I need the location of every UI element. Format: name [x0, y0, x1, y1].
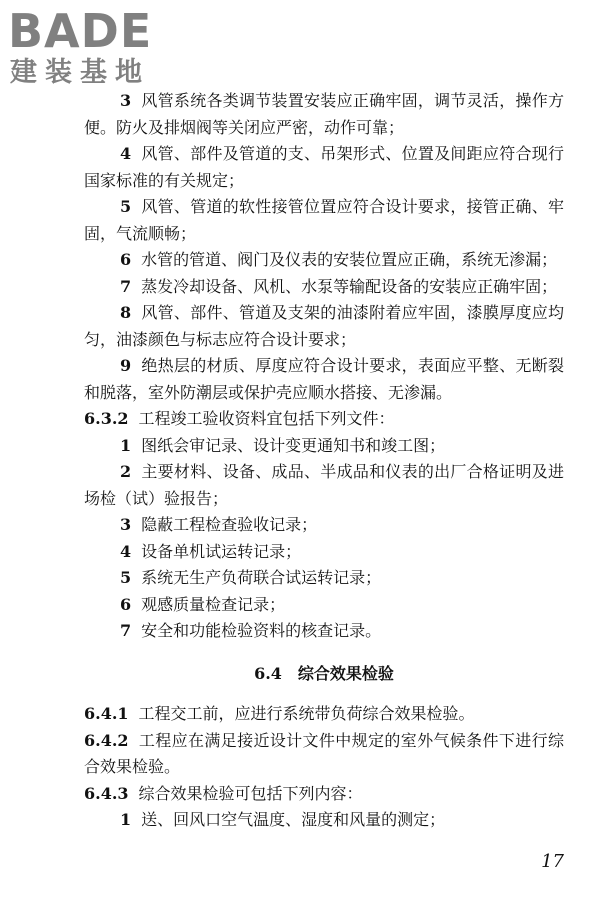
list-item: 7 蒸发冷却设备、风机、水泵等输配设备的安装应正确牢固； — [120, 276, 558, 296]
list-item: 3 风管系统各类调节装置安装应正确牢固，调节灵活，操作方便。防火及排烟阀等关闭应严密，动作可靠； — [84, 91, 564, 137]
list-item: 5 风管、管道的软性接管位置应符合设计要求，接管正确、牢固，气流顺畅； — [84, 197, 564, 243]
logo-wordmark: BADE — [8, 4, 153, 58]
list-item: 1 图纸会审记录、设计变更通知书和竣工图； — [120, 435, 446, 455]
list-item: 2 主要材料、设备、成品、半成品和仪表的出厂合格证明及进场检（试）验报告； — [84, 462, 564, 508]
section-number: 6.4 — [254, 663, 282, 683]
logo-chinese: 建装基地 — [10, 57, 150, 88]
list-item: 8 风管、部件、管道及支架的油漆附着应牢固，漆膜厚度应均匀，油漆颜色与标志应符合设计要求； — [84, 303, 564, 349]
list-item: 4 风管、部件及管道的支、吊架形式、位置及间距应符合现行国家标准的有关规定； — [84, 144, 564, 190]
list-item: 6 水管的管道、阀门及仪表的安装位置应正确，系统无渗漏； — [120, 250, 558, 269]
bade-logo — [8, 6, 178, 88]
clause-6-3-2: 6.3.2 工程竣工验收资料宜包括下列文件： — [84, 409, 395, 428]
clause-6-4-3: 6.4.3 综合效果检验可包括下列内容： — [84, 783, 363, 803]
list-item: 5 系统无生产负荷联合试运转记录； — [120, 568, 382, 587]
section-title: 综合效果检验 — [297, 663, 394, 683]
section-heading — [84, 661, 564, 688]
list-item: 9 绝热层的材质、厚度应符合设计要求，表面应平整、无断裂和脱落，室外防潮层或保护壳应顺水搭接、无渗漏。 — [84, 356, 564, 402]
list-item: 7 安全和功能检验资料的核查记录。 — [120, 621, 382, 640]
page-number: 17 — [541, 851, 564, 872]
clause-6-4-2: 6.4.2 工程应在满足接近设计文件中规定的室外气候条件下进行综合效果检验。 — [84, 730, 564, 776]
list-item: 1 送、回风口空气温度、湿度和风量的测定； — [120, 810, 446, 829]
list-item: 3 隐蔽工程检查验收记录； — [120, 515, 318, 534]
clause-6-4-1: 6.4.1 工程交工前，应进行系统带负荷综合效果检验。 — [84, 704, 475, 723]
list-item: 4 设备单机试运转记录； — [120, 541, 302, 561]
list-item: 6 观感质量检查记录； — [120, 594, 286, 614]
document-body — [84, 88, 564, 834]
